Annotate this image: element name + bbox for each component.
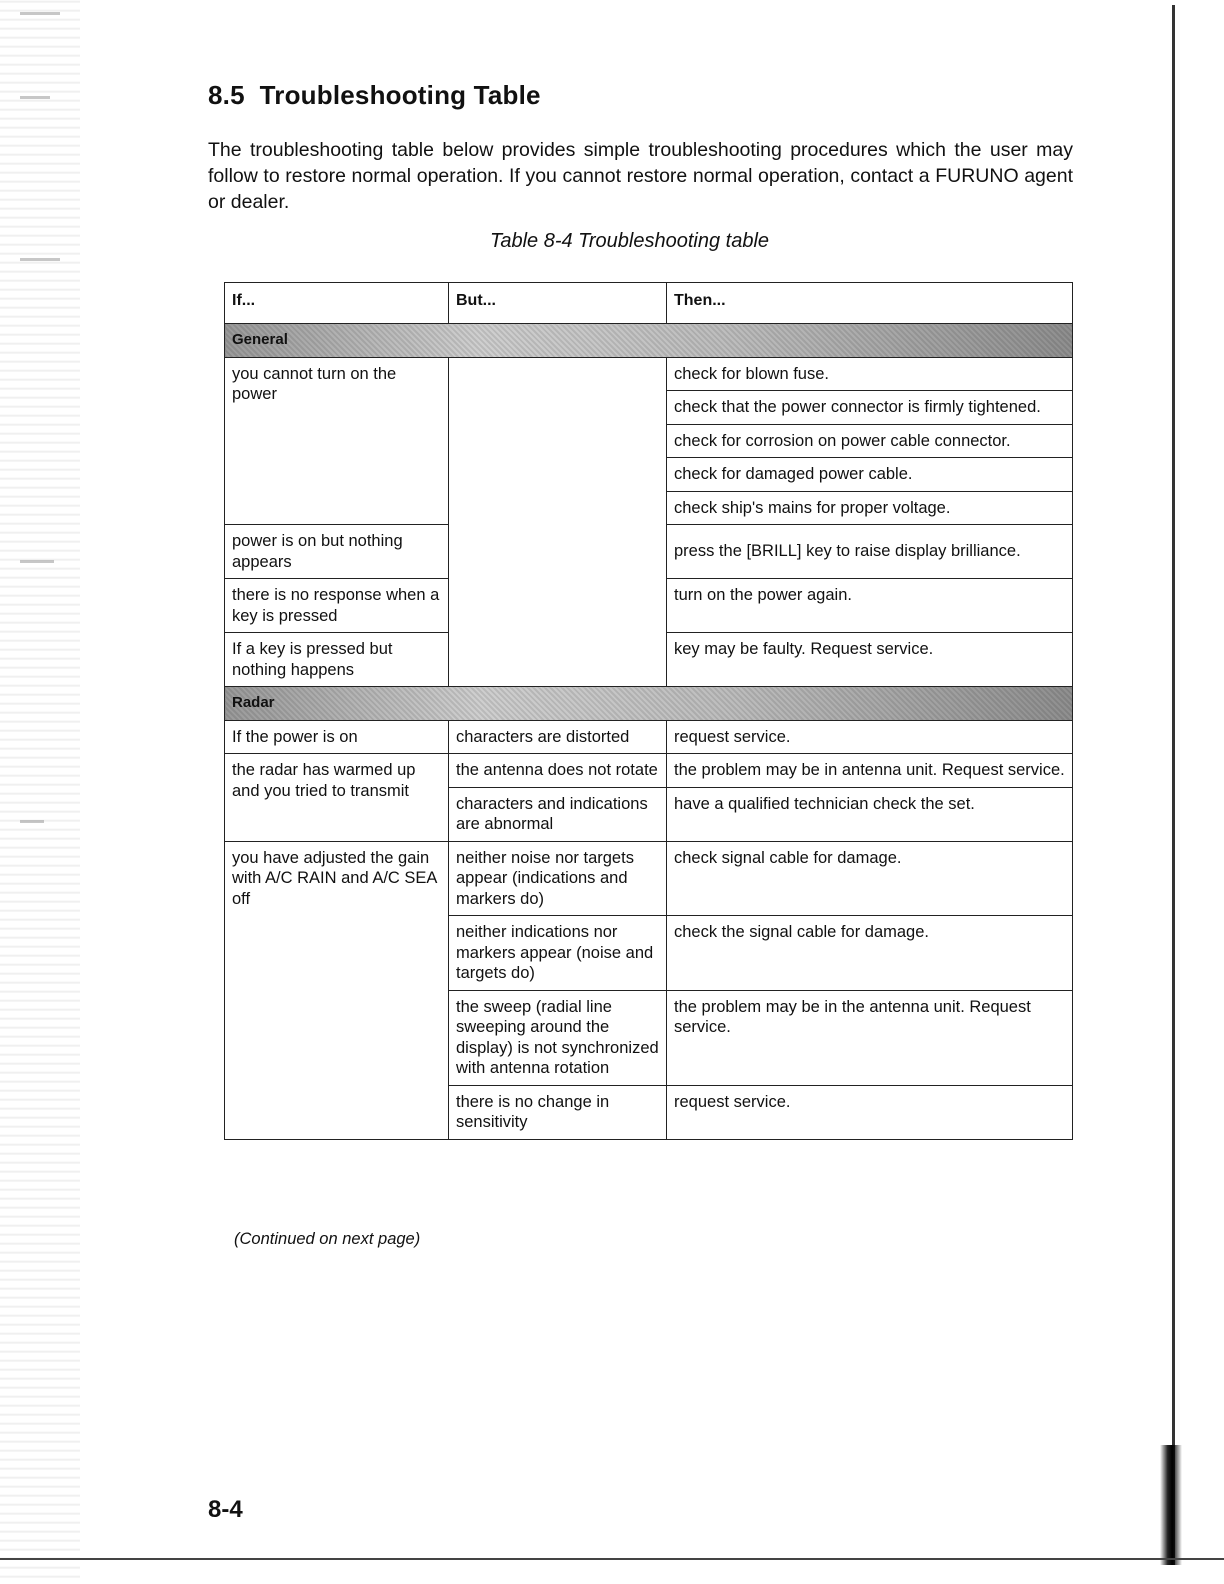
cell-then: turn on the power again. bbox=[667, 579, 1073, 633]
cell-if: If a key is pressed but nothing happens bbox=[225, 633, 449, 687]
troubleshooting-table bbox=[224, 282, 1073, 1140]
cell-then: check ship's mains for proper voltage. bbox=[667, 491, 1073, 525]
cell-but: characters are distorted bbox=[449, 720, 667, 754]
cell-then: request service. bbox=[667, 720, 1073, 754]
section-heading bbox=[208, 80, 541, 111]
table-caption: Table 8-4 Troubleshooting table bbox=[489, 230, 770, 252]
cell-but: characters and indications are abnormal bbox=[449, 787, 667, 841]
cell-then: the problem may be in antenna unit. Request service. bbox=[667, 754, 1073, 788]
cell-then: check for blown fuse. bbox=[667, 357, 1073, 391]
cell-then: have a qualified technician check the set. bbox=[667, 787, 1073, 841]
cell-then: request service. bbox=[667, 1085, 1073, 1139]
header-but: But... bbox=[449, 283, 667, 324]
table-header-row bbox=[225, 283, 1073, 324]
section-title: Troubleshooting Table bbox=[259, 80, 541, 110]
header-if: If... bbox=[225, 283, 449, 324]
cell-if: there is no response when a key is pressed bbox=[225, 579, 449, 633]
cell-if: If the power is on bbox=[225, 720, 449, 754]
cell-but: the antenna does not rotate bbox=[449, 754, 667, 788]
cell-then: the problem may be in the antenna unit. Request service. bbox=[667, 990, 1073, 1085]
table-row bbox=[225, 754, 1073, 788]
table-row bbox=[225, 357, 1073, 391]
cell-if: you cannot turn on the power bbox=[225, 357, 449, 525]
page-number: 8-4 bbox=[208, 1496, 243, 1523]
cell-then: check the signal cable for damage. bbox=[667, 916, 1073, 991]
category-row-general bbox=[225, 324, 1073, 358]
cell-but: neither noise nor targets appear (indications and markers do) bbox=[449, 841, 667, 916]
category-radar: Radar bbox=[225, 687, 1073, 721]
continued-note: (Continued on next page) bbox=[234, 1230, 421, 1248]
table-row bbox=[225, 720, 1073, 754]
cell-but: the sweep (radial line sweeping around the display) is not synchronized with antenna rotation bbox=[449, 990, 667, 1085]
cell-then: key may be faulty. Request service. bbox=[667, 633, 1073, 687]
cell-then: check that the power connector is firmly tightened. bbox=[667, 391, 1073, 425]
cell-if: the radar has warmed up and you tried to transmit bbox=[225, 754, 449, 842]
header-then: Then... bbox=[667, 283, 1073, 324]
cell-if: power is on but nothing appears bbox=[225, 525, 449, 579]
cell-but: there is no change in sensitivity bbox=[449, 1085, 667, 1139]
cell-then: check signal cable for damage. bbox=[667, 841, 1073, 916]
scan-edge-right-mark bbox=[1160, 1445, 1182, 1565]
category-general: General bbox=[225, 324, 1073, 358]
cell-but: neither indications nor markers appear (noise and targets do) bbox=[449, 916, 667, 991]
intro-paragraph: The troubleshooting table below provides simple troubleshooting procedures which the user may follow to restore normal operation. If you cannot restore normal operation, contact a FURUNO agent or dealer. bbox=[208, 139, 1073, 213]
scan-edge-bottom bbox=[0, 1558, 1224, 1560]
cell-then: check for corrosion on power cable connector. bbox=[667, 424, 1073, 458]
cell-if: you have adjusted the gain with A/C RAIN and A/C SEA off bbox=[225, 841, 449, 1139]
section-number: 8.5 bbox=[208, 80, 245, 110]
cell-but-empty bbox=[449, 357, 667, 687]
cell-then: press the [BRILL] key to raise display brilliance. bbox=[667, 525, 1073, 579]
category-row-radar bbox=[225, 687, 1073, 721]
table-row bbox=[225, 841, 1073, 916]
cell-then: check for damaged power cable. bbox=[667, 458, 1073, 492]
